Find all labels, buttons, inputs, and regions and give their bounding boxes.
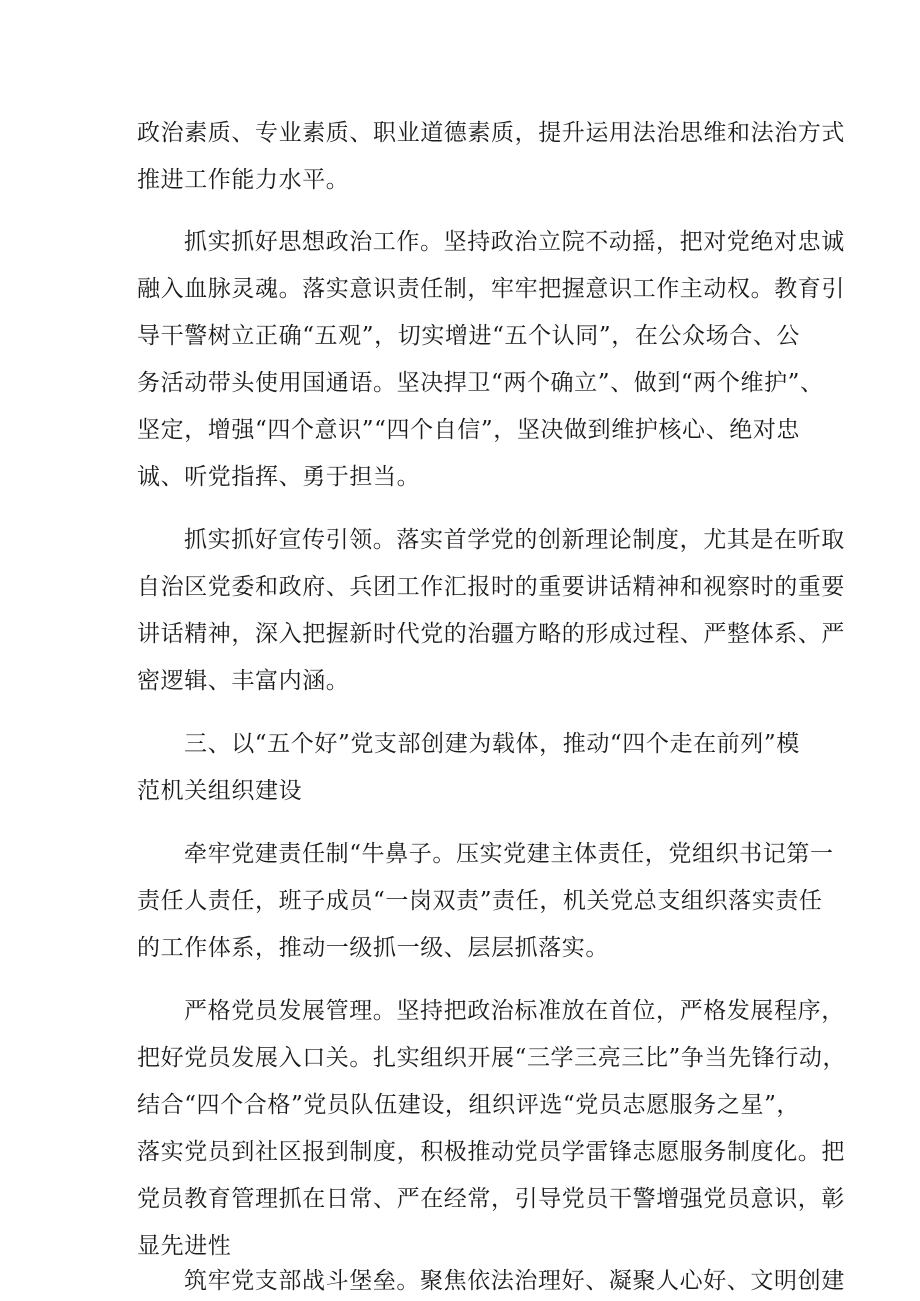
text-line: 推进工作能力水平。 [137, 167, 350, 193]
paragraph-start: 抓实抓好思想政治工作。坚持政治立院不动摇，把对党绝对忠诚 [184, 229, 845, 255]
text-line: 显先进性 [137, 1233, 232, 1259]
paragraph-start: 筑牢党支部战斗堡垒。聚焦依法治理好、凝聚人心好、文明创建 [184, 1268, 845, 1294]
text-line: 落实党员到社区报到制度，积极推动党员学雷锋志愿服务制度化。把 [137, 1139, 845, 1165]
paragraph-start: 牵牢党建责任制“牛鼻子。压实党建主体责任，党组织书记第一 [184, 841, 834, 867]
text-line: 融入血脉灵魂。落实意识责任制，牢牢把握意识工作主动权。教育引 [137, 276, 845, 302]
paragraph-start: 严格党员发展管理。坚持把政治标准放在首位，严格发展程序， [184, 998, 845, 1024]
text-line: 密逻辑、丰富内涵。 [137, 668, 350, 694]
text-line: 政治素质、专业素质、职业道德素质，提升运用法治思维和法治方式 [137, 120, 845, 146]
section-heading-continued: 范机关组织建设 [137, 778, 303, 804]
text-line: 把好党员发展入口关。扎实组织开展“三学三亮三比”争当先锋行动， [137, 1045, 847, 1071]
text-line: 导干警树立正确“五观”，切实增进“五个认同”，在公众场合、公 [137, 323, 801, 349]
text-line: 党员教育管理抓在日常、严在经常，引导党员干警增强党员意识，彰 [137, 1186, 845, 1212]
text-line: 自治区党委和政府、兵团工作汇报时的重要讲话精神和视察时的重要 [137, 574, 845, 600]
paragraph-start: 抓实抓好宣传引领。落实首学党的创新理论制度，尤其是在听取 [184, 527, 845, 553]
text-line: 务活动带头使用国通语。坚决捍卫“两个确立”、做到“两个维护”、 [137, 370, 824, 396]
text-line: 坚定，增强“四个意识”“四个自信”，坚决做到维护核心、绝对忠 [137, 417, 801, 443]
text-line: 诚、听党指挥、勇于担当。 [137, 464, 421, 490]
text-line: 的工作体系，推动一级抓一级、层层抓落实。 [137, 935, 609, 961]
text-line: 讲话精神，深入把握新时代党的治疆方略的形成过程、严整体系、严 [137, 621, 845, 647]
section-heading: 三、以“五个好”党支部创建为载体，推动“四个走在前列”模 [184, 731, 800, 757]
text-line: 责任人责任，班子成员“一岗双责”责任，机关党总支组织落实责任 [137, 888, 823, 914]
text-line: 结合“四个合格”党员队伍建设，组织评选“党员志愿服务之星”， [137, 1092, 801, 1118]
